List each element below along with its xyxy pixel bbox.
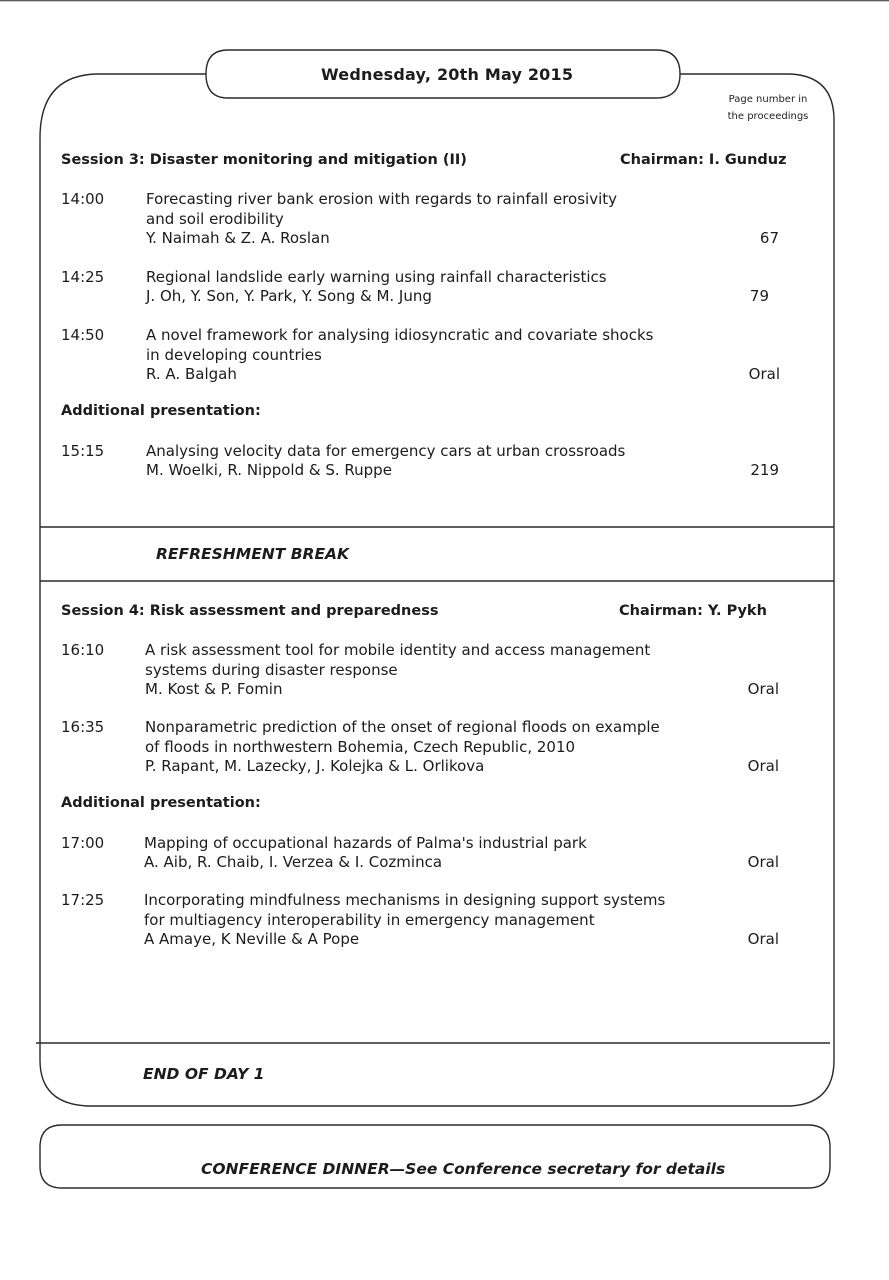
talk-authors: M. Woelki, R. Nippold & S. Ruppe [146, 461, 392, 479]
talk-time: 14:00 [61, 190, 105, 208]
dinner-title: CONFERENCE DINNER [201, 1160, 390, 1178]
talk-authors: A Amaye, K Neville & A Pope [144, 930, 360, 948]
talk-page-number: Oral [747, 757, 779, 775]
session4-title: Session 4: Risk assessment and preparedness [61, 603, 439, 619]
talk-title: Incorporating mindfulness mechanisms in designing support systems [144, 891, 666, 909]
dinner-details: See Conference secretary for details [405, 1160, 726, 1178]
dinner-dash: — [389, 1160, 406, 1178]
refreshment-break: REFRESHMENT BREAK [156, 545, 350, 563]
talk-page-number: 67 [759, 229, 779, 247]
session4-chairman: Chairman: Y. Pykh [619, 603, 767, 619]
talk-page-number: Oral [747, 930, 779, 948]
talk-authors: J. Oh, Y. Son, Y. Park, Y. Song & M. Jung [146, 287, 432, 305]
talk-time: 14:50 [61, 326, 105, 344]
talk-time: 16:35 [61, 718, 105, 736]
talk-title: Analysing velocity data for emergency cars at urban crossroads [146, 442, 626, 460]
session3-title: Session 3: Disaster monitoring and mitigation (II) [61, 152, 467, 168]
talk-authors: R. A. Balgah [146, 365, 237, 383]
talk-time: 15:15 [61, 442, 105, 460]
talk-page-number: Oral [747, 853, 779, 871]
talk-page-number: Oral [747, 680, 779, 698]
talk-time: 17:00 [61, 834, 105, 852]
talk-title-cont: and soil erodibility [146, 209, 284, 228]
talk-title-cont: systems during disaster response [145, 660, 398, 679]
talk-time: 14:25 [61, 268, 105, 286]
page-number-note-line2: the proceedings [727, 111, 809, 122]
talk-time: 16:10 [61, 641, 105, 659]
talk-authors: M. Kost & P. Fomin [145, 680, 283, 698]
page-number-note-line1: Page number in [728, 94, 808, 105]
talk-title: A novel framework for analysing idiosyncratic and covariate shocks [146, 326, 654, 344]
talk-title: Nonparametric prediction of the onset of regional floods on example [145, 718, 660, 736]
talk-title-cont: of floods in northwestern Bohemia, Czech Republic, 2010 [145, 737, 576, 756]
conference-dinner-note [201, 1160, 725, 1178]
talk-authors: Y. Naimah & Z. A. Roslan [146, 229, 330, 247]
talk-title: Mapping of occupational hazards of Palma's industrial park [144, 834, 587, 852]
page-number-note [726, 91, 810, 125]
talk-title-cont: for multiagency interoperability in emergency management [144, 910, 595, 929]
additional-presentation-label: Additional presentation: [61, 795, 261, 811]
session3-chairman: Chairman: I. Gunduz [620, 152, 787, 168]
talk-title: Regional landslide early warning using rainfall characteristics [146, 268, 607, 286]
talk-authors: P. Rapant, M. Lazecky, J. Kolejka & L. Orlikova [145, 757, 485, 775]
day-date: Wednesday, 20th May 2015 [321, 65, 574, 84]
end-of-day: END OF DAY 1 [143, 1065, 265, 1083]
talk-authors: A. Aib, R. Chaib, I. Verzea & I. Cozminca [144, 853, 443, 871]
talk-page-number: 79 [749, 287, 769, 305]
talk-page-number: Oral [748, 365, 780, 383]
talk-time: 17:25 [61, 891, 105, 909]
talk-page-number: 219 [750, 461, 779, 479]
talk-title-cont: in developing countries [146, 345, 322, 364]
talk-title: Forecasting river bank erosion with regards to rainfall erosivity [146, 190, 618, 208]
talk-title: A risk assessment tool for mobile identity and access management [145, 641, 651, 659]
additional-presentation-label: Additional presentation: [61, 403, 261, 419]
